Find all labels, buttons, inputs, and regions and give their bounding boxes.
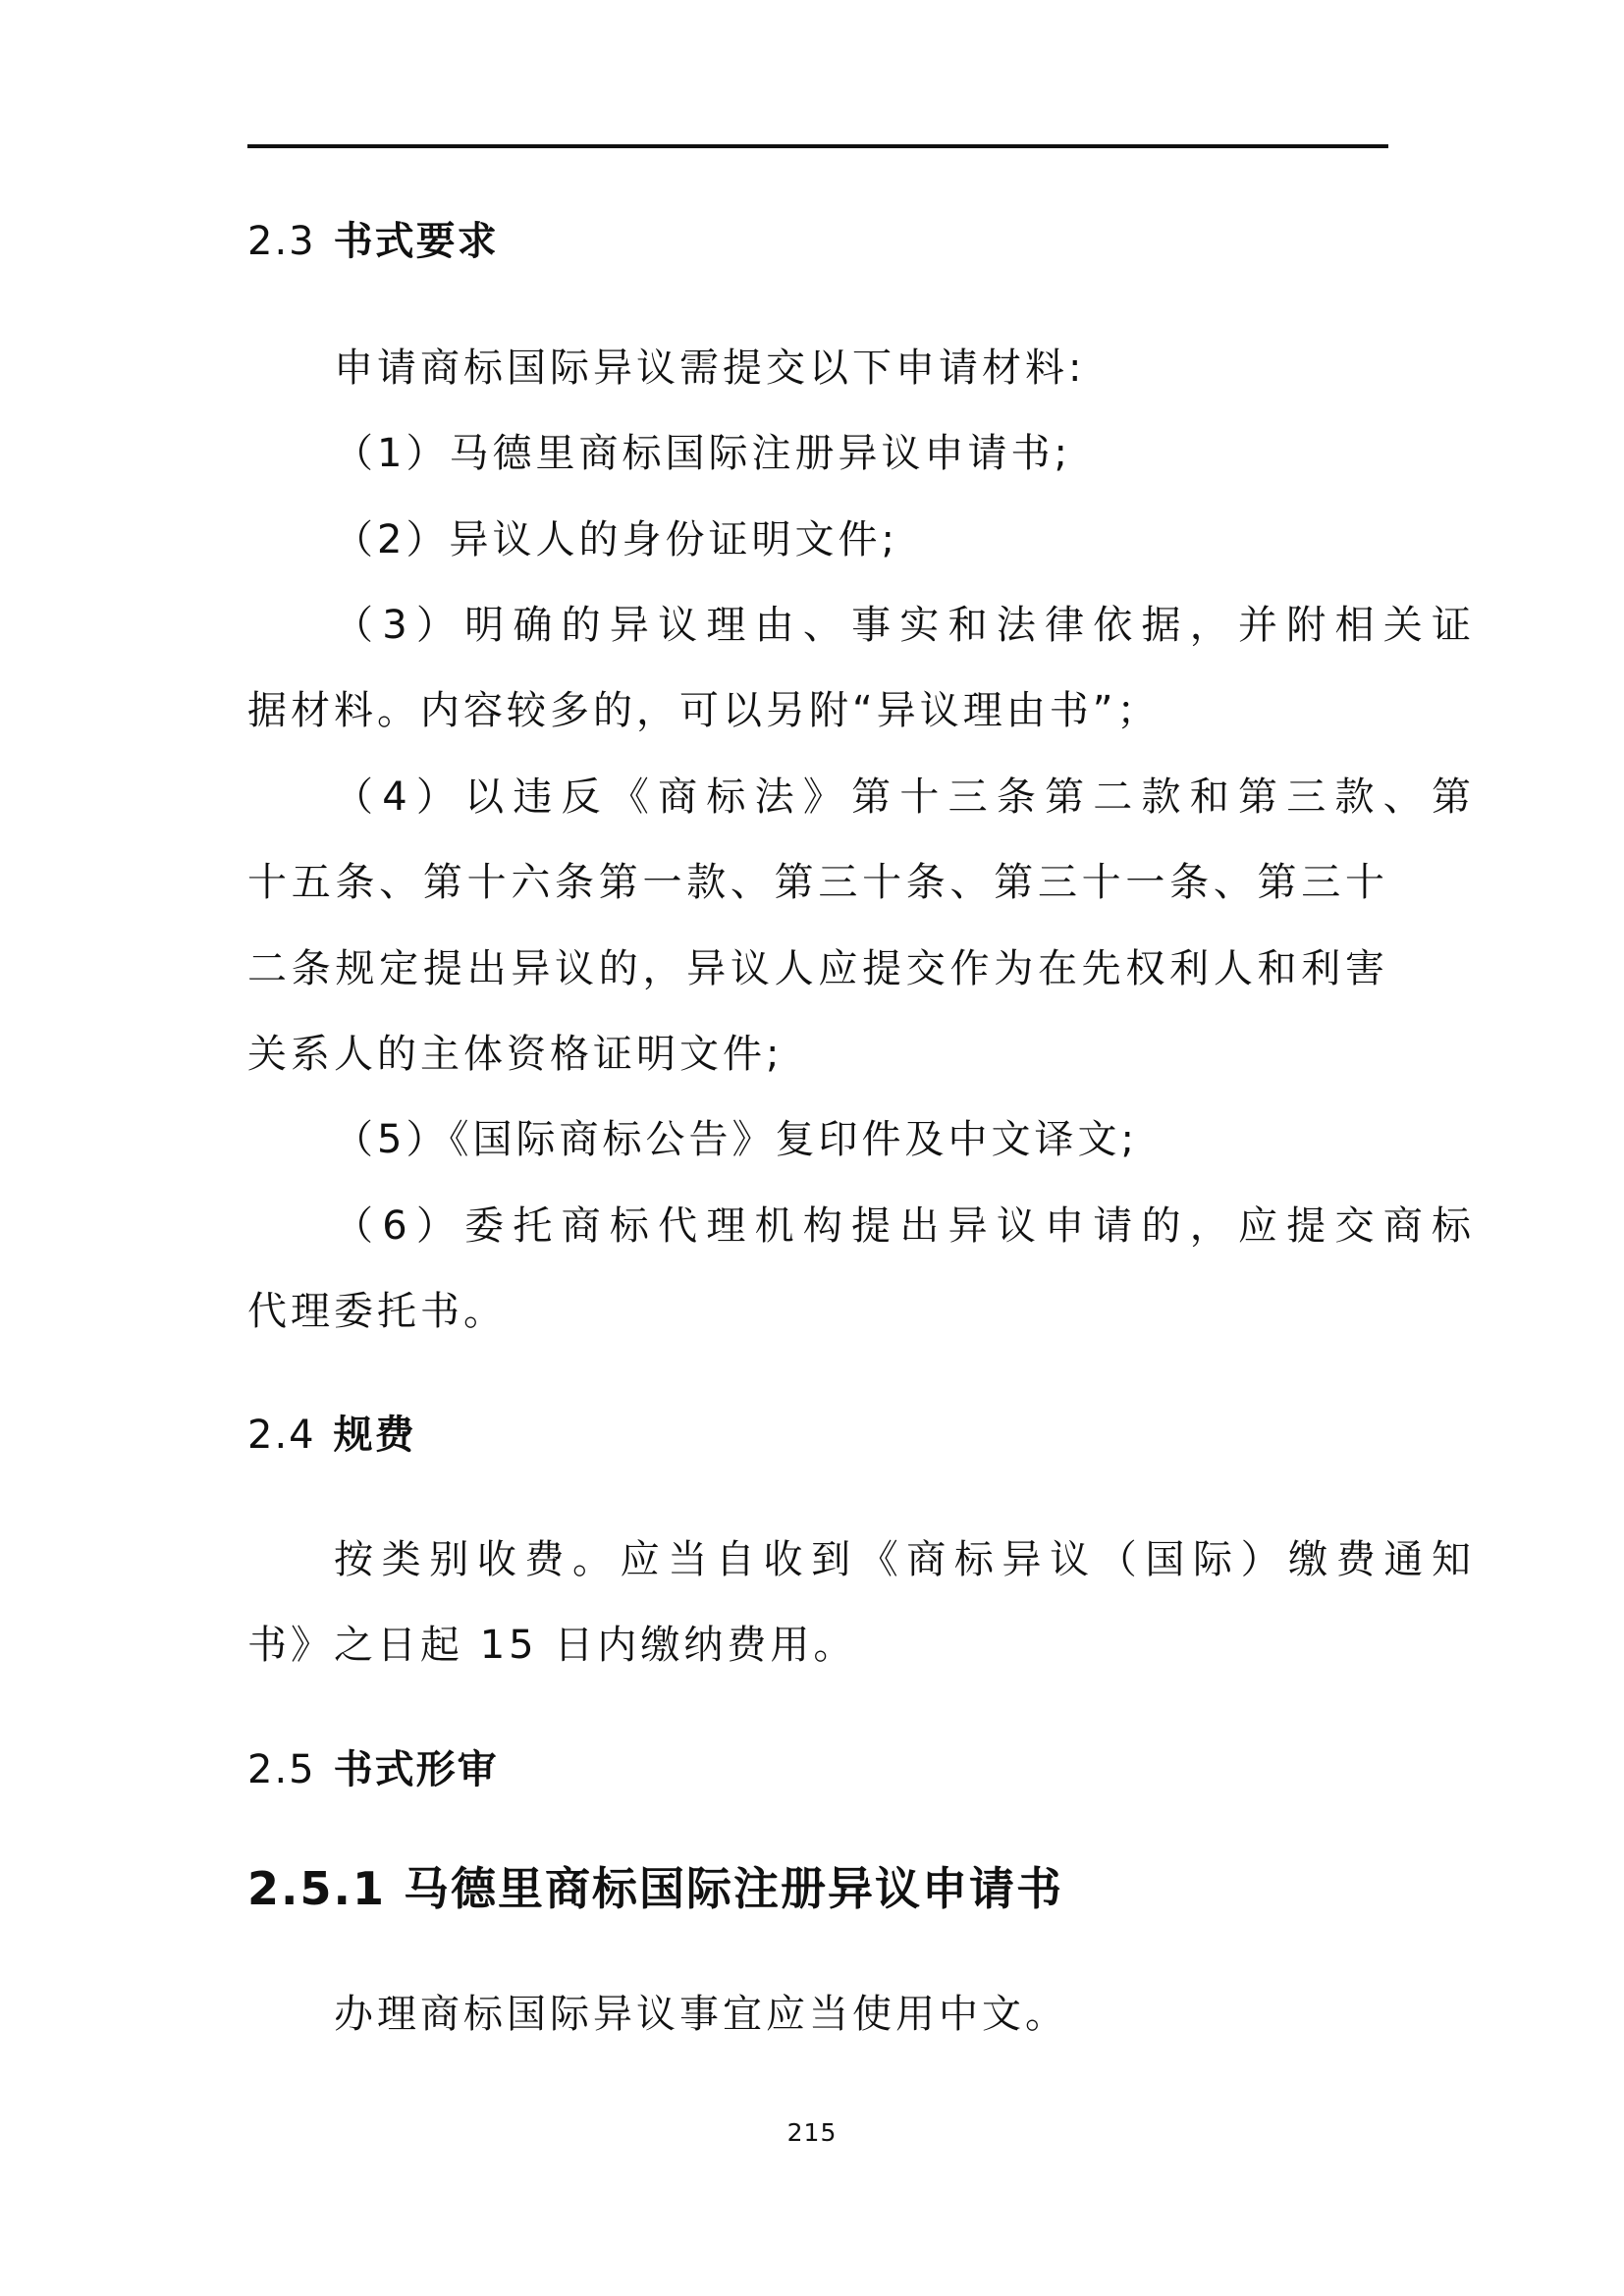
language-paragraph: 办理商标国际异议事宜应当使用中文。 [334,1992,1068,2037]
section-heading-2-4 [247,1404,1388,1460]
list-item-5: （5）《国际商标公告》复印件及中文译文; [334,1117,1138,1162]
header-rule [247,144,1388,148]
fee-paragraph-line-1: 按类别收费。应当自收到《商标异议（国际）缴费通知 [334,1537,1475,1582]
list-item-4-line-2: 十五条、第十六条第一款、第三十条、第三十一条、第三十 [247,860,1388,905]
list-item-4-line-4: 关系人的主体资格证明文件; [247,1032,784,1077]
section-number: 2.5 [247,1747,316,1792]
section-number: 2.3 [247,219,316,264]
list-item-2: （2）异议人的身份证明文件; [334,517,898,562]
list-item-6-line-2: 代理委托书。 [247,1289,507,1334]
list-item-3-line-1: （3）明确的异议理由、事实和法律依据，并附相关证 [334,603,1475,648]
section-title: 书式要求 [333,219,499,264]
list-item-3-line-2: 据材料。内容较多的，可以另附“异议理由书”； [247,688,1161,733]
section-number: 2.4 [247,1413,316,1458]
section-heading-2-3 [247,210,1388,266]
section-heading-2-5 [247,1738,1388,1794]
list-item-6-line-1: （6）委托商标代理机构提出异议申请的，应提交商标 [334,1203,1475,1249]
list-item-4-line-3: 二条规定提出异议的，异议人应提交作为在先权利人和利害 [247,946,1388,991]
section-title: 书式形审 [333,1747,499,1792]
fee-paragraph-line-2: 书》之日起 15 日内缴纳费用。 [247,1623,857,1668]
section-title: 马德里商标国际注册异议申请书 [403,1862,1063,1915]
intro-paragraph: 申请商标国际异议需提交以下申请材料: [334,346,1086,391]
list-item-4-line-1: （4）以违反《商标法》第十三条第二款和第三款、第 [334,774,1475,820]
section-number: 2.5.1 [247,1862,386,1915]
section-heading-2-5-1 [247,1853,1388,1918]
list-item-1: （1）马德里商标国际注册异议申请书; [334,431,1071,476]
section-title: 规费 [333,1413,416,1458]
page-number: 215 [786,2118,838,2147]
